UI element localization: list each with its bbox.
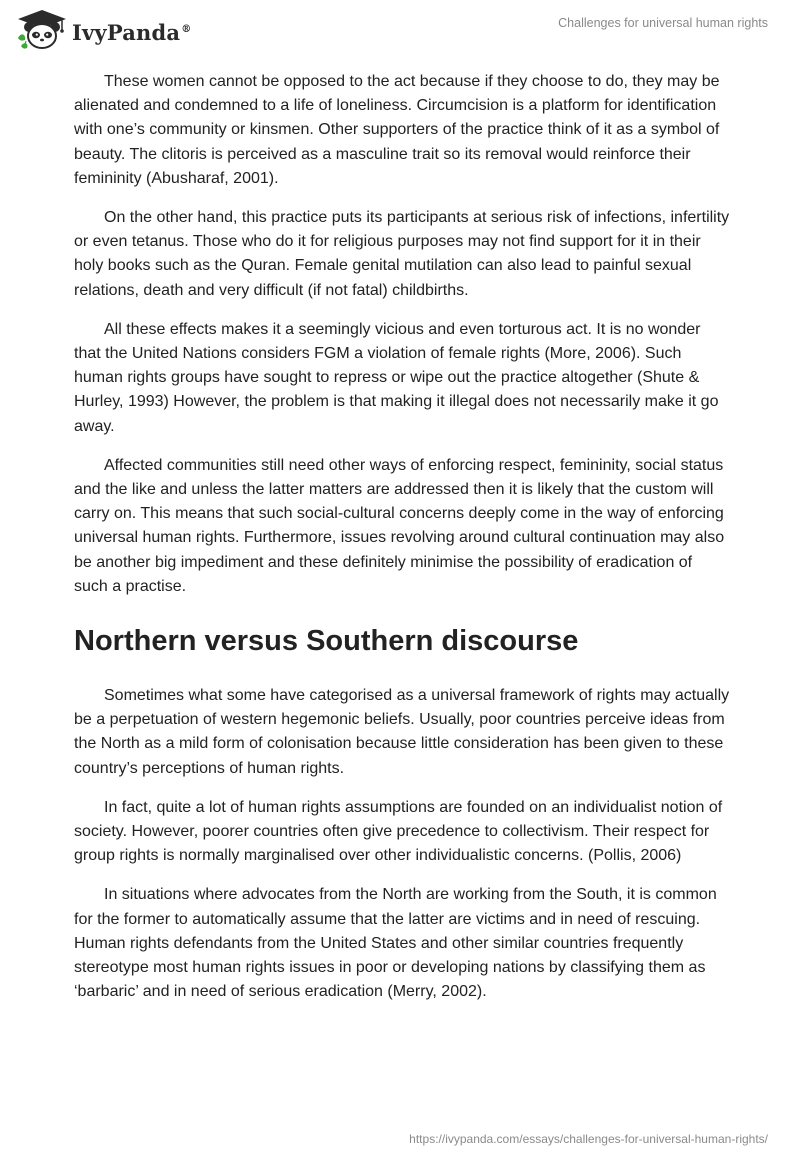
body-paragraph: Sometimes what some have categorised as a universal framework of rights may actually be a perpetuation of western hegemonic beliefs. Usually, poor countries perceive ideas from the North as a mild form of colonisation because little consideration has been given to these country’s perceptions of human rights. bbox=[74, 687, 730, 777]
body-paragraph: In situations where advocates from the North are working from the South, it is common for the former to automatically assume that the latter are victims and in need of rescuing. Human rights defendants from the United States and other similar countries frequently stereotype most human rights issues in poor or developing nations by classifying them as ‘barbaric’ and in need of serious eradication (Merry, 2002). bbox=[74, 886, 717, 1001]
logo-wordmark: IvyPanda® bbox=[72, 19, 192, 45]
body-paragraph: On the other hand, this practice puts its participants at serious risk of infections, infertility or even tetanus. Those who do it for religious purposes may not find support for it in their holy books such as the Quran. Female genital mutilation can also lead to painful sexual relations, death and very difficult (if not fatal) childbirths. bbox=[74, 209, 730, 299]
page-header-title: Challenges for universal human rights bbox=[558, 16, 768, 30]
page-header bbox=[0, 0, 800, 60]
ivypanda-logo[interactable] bbox=[14, 8, 191, 52]
panda-graduation-cap-icon bbox=[14, 8, 70, 52]
body-paragraph: These women cannot be opposed to the act because if they choose to do, they may be alienated and condemned to a life of loneliness. Circumcision is a platform for identification with one’s community or kinsmen. Other supporters of the practice think of it as a symbol of beauty. The clitoris is perceived as a masculine trait so its removal would reinforce their femininity (Abusharaf, 2001). bbox=[74, 73, 720, 187]
body-paragraph: In fact, quite a lot of human rights assumptions are founded on an individualist notion of society. However, poorer countries often give precedence to collectivism. Their respect for group rights is normally marginalised over other individualistic concerns. (Pollis, 2006) bbox=[74, 798, 723, 865]
body-paragraph: All these effects makes it a seemingly vicious and even torturous act. It is no wonder that the United Nations considers FGM a violation of female rights (More, 2006). Such human rights groups have sought to repress or wipe out the practice altogether (Shute & Hurley, 1993) However, the problem is that making it illegal does not necessarily make it go away. bbox=[74, 320, 719, 435]
essay-content bbox=[74, 70, 730, 1020]
source-url-link[interactable]: https://ivypanda.com/essays/challenges-for-universal-human-rights/ bbox=[409, 1132, 768, 1146]
section-heading: Northern versus Southern discourse bbox=[74, 625, 579, 658]
body-paragraph: Affected communities still need other ways of enforcing respect, femininity, social status and the like and unless the latter matters are addressed then it is likely that the custom will carry on. This means that such social-cultural concerns deeply come in the way of enforcing universal human rights. Furthermore, issues revolving around cultural continuation may also be another big impediment and these definitely minimise the possibility of eradication of such a practise. bbox=[74, 456, 725, 595]
